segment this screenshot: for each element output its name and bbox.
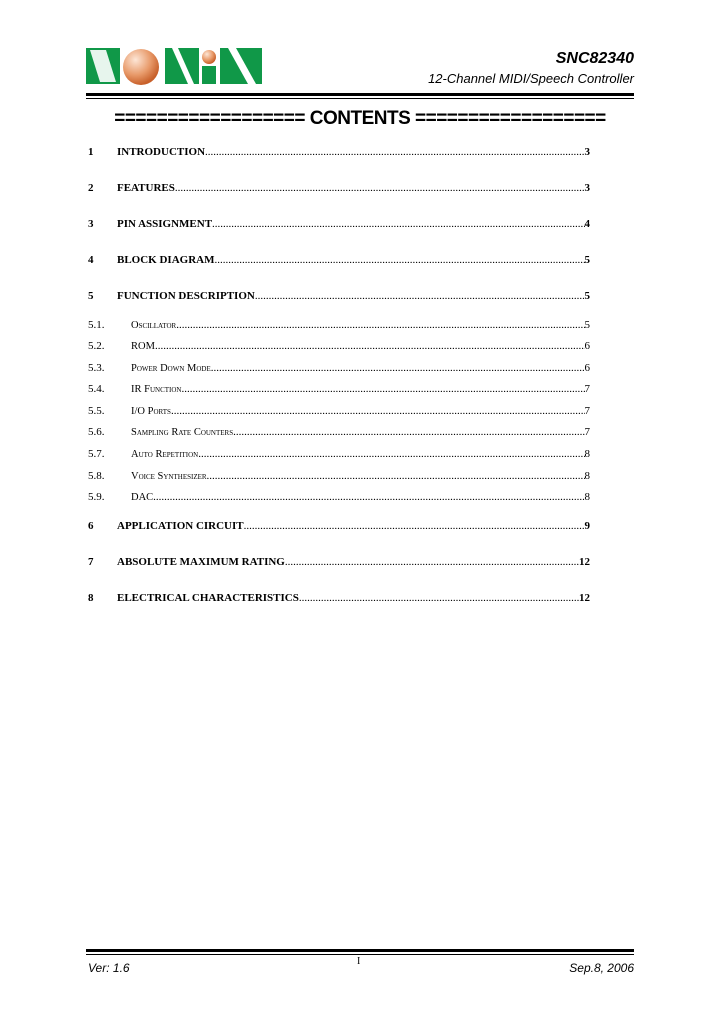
toc-number: 6: [88, 520, 94, 532]
product-description: 12-Channel MIDI/Speech Controller: [428, 71, 634, 86]
footer-rule-thick: [86, 949, 634, 952]
toc-number: 5.1.: [88, 319, 105, 331]
toc-leader: [176, 319, 584, 331]
toc-title: BLOCK DIAGRAM: [117, 254, 215, 266]
toc-page: 5: [584, 290, 590, 302]
toc-page: 12: [579, 556, 590, 568]
toc-leader: [285, 556, 579, 568]
footer-version: Ver: 1.6: [88, 961, 130, 975]
toc-entry[interactable]: [88, 362, 590, 374]
toc-number: 3: [88, 218, 94, 230]
toc-title: Power Down Mode: [131, 363, 211, 374]
toc-number: 1: [88, 146, 94, 158]
toc-leader: [255, 290, 585, 302]
toc-leader: [207, 470, 585, 482]
toc-number: 5.7.: [88, 448, 105, 460]
toc-number: 5.2.: [88, 340, 105, 352]
toc-page: 9: [584, 520, 590, 532]
toc-entry[interactable]: [88, 290, 590, 302]
toc-page: 12: [579, 592, 590, 604]
toc-number: 5.4.: [88, 383, 105, 395]
toc-leader: [171, 405, 585, 417]
toc-leader: [181, 383, 584, 395]
toc-page: 3: [584, 146, 590, 158]
toc-title: Auto Repetition: [131, 449, 199, 460]
footer-rule-thin: [86, 954, 634, 955]
toc-entry[interactable]: [88, 592, 590, 604]
toc-title: ROM: [131, 341, 155, 352]
toc-page: 8: [584, 448, 590, 460]
toc-title: PIN ASSIGNMENT: [117, 218, 213, 230]
toc-entry[interactable]: [88, 319, 590, 331]
toc-page: 7: [584, 426, 590, 438]
header-rule-thick: [86, 93, 634, 96]
toc-entry[interactable]: [88, 254, 590, 266]
toc-page: 3: [584, 182, 590, 194]
toc-title: I/O Ports: [131, 406, 171, 417]
toc-leader: [211, 362, 585, 374]
toc-number: 5.6.: [88, 426, 105, 438]
contents-heading: ================== CONTENTS ==================: [114, 108, 606, 129]
toc-page: 6: [584, 362, 590, 374]
toc-title: Sampling Rate Counters: [131, 427, 234, 438]
toc-entry[interactable]: [88, 491, 590, 503]
toc-leader: [214, 254, 584, 266]
toc-leader: [175, 182, 585, 194]
toc-leader: [299, 592, 579, 604]
toc-leader: [212, 218, 584, 230]
toc-entry[interactable]: [88, 470, 590, 482]
toc-number: 5.5.: [88, 405, 105, 417]
toc-entry[interactable]: [88, 405, 590, 417]
toc-number: 4: [88, 254, 94, 266]
toc-title: INTRODUCTION: [117, 146, 206, 158]
toc-number: 2: [88, 182, 94, 194]
toc-page: 8: [584, 491, 590, 503]
toc-number: 5: [88, 290, 94, 302]
toc-leader: [198, 448, 584, 460]
toc-leader: [244, 520, 585, 532]
toc-title: Oscillator: [131, 320, 177, 331]
toc-entry[interactable]: [88, 340, 590, 352]
toc-number: 7: [88, 556, 94, 568]
toc-page: 6: [584, 340, 590, 352]
footer-page-number: I: [357, 956, 361, 967]
sonix-logo: [86, 46, 264, 88]
toc-page: 5: [584, 254, 590, 266]
toc-entry[interactable]: [88, 146, 590, 158]
toc-entry[interactable]: [88, 218, 590, 230]
toc-leader: [155, 340, 585, 352]
toc-page: 8: [584, 470, 590, 482]
toc-entry[interactable]: [88, 520, 590, 532]
toc-entry[interactable]: [88, 556, 590, 568]
toc-entry[interactable]: [88, 383, 590, 395]
toc-entry[interactable]: [88, 182, 590, 194]
toc-number: 5.9.: [88, 491, 105, 503]
footer-date: Sep.8, 2006: [569, 961, 634, 975]
toc-title: FEATURES: [117, 182, 175, 194]
toc-number: 5.3.: [88, 362, 105, 374]
toc-page: 7: [584, 383, 590, 395]
header-rule-thin: [86, 98, 634, 99]
toc-number: 8: [88, 592, 94, 604]
toc-title: FUNCTION DESCRIPTION: [117, 290, 255, 302]
toc-title: ELECTRICAL CHARACTERISTICS: [117, 592, 299, 604]
toc-title: APPLICATION CIRCUIT: [117, 520, 244, 532]
toc-page: 7: [584, 405, 590, 417]
toc-title: IR Function: [131, 384, 182, 395]
toc-leader: [233, 426, 584, 438]
toc-page: 4: [584, 218, 590, 230]
toc-leader: [205, 146, 584, 158]
toc-entry[interactable]: [88, 426, 590, 438]
part-number: SNC82340: [555, 50, 634, 67]
toc-title: DAC: [131, 492, 154, 503]
toc-entry[interactable]: [88, 448, 590, 460]
toc-title: ABSOLUTE MAXIMUM RATING: [117, 556, 285, 568]
toc-number: 5.8.: [88, 470, 105, 482]
toc-leader: [153, 491, 584, 503]
toc-title: Voice Synthesizer: [131, 471, 207, 482]
toc-page: 5: [584, 319, 590, 331]
